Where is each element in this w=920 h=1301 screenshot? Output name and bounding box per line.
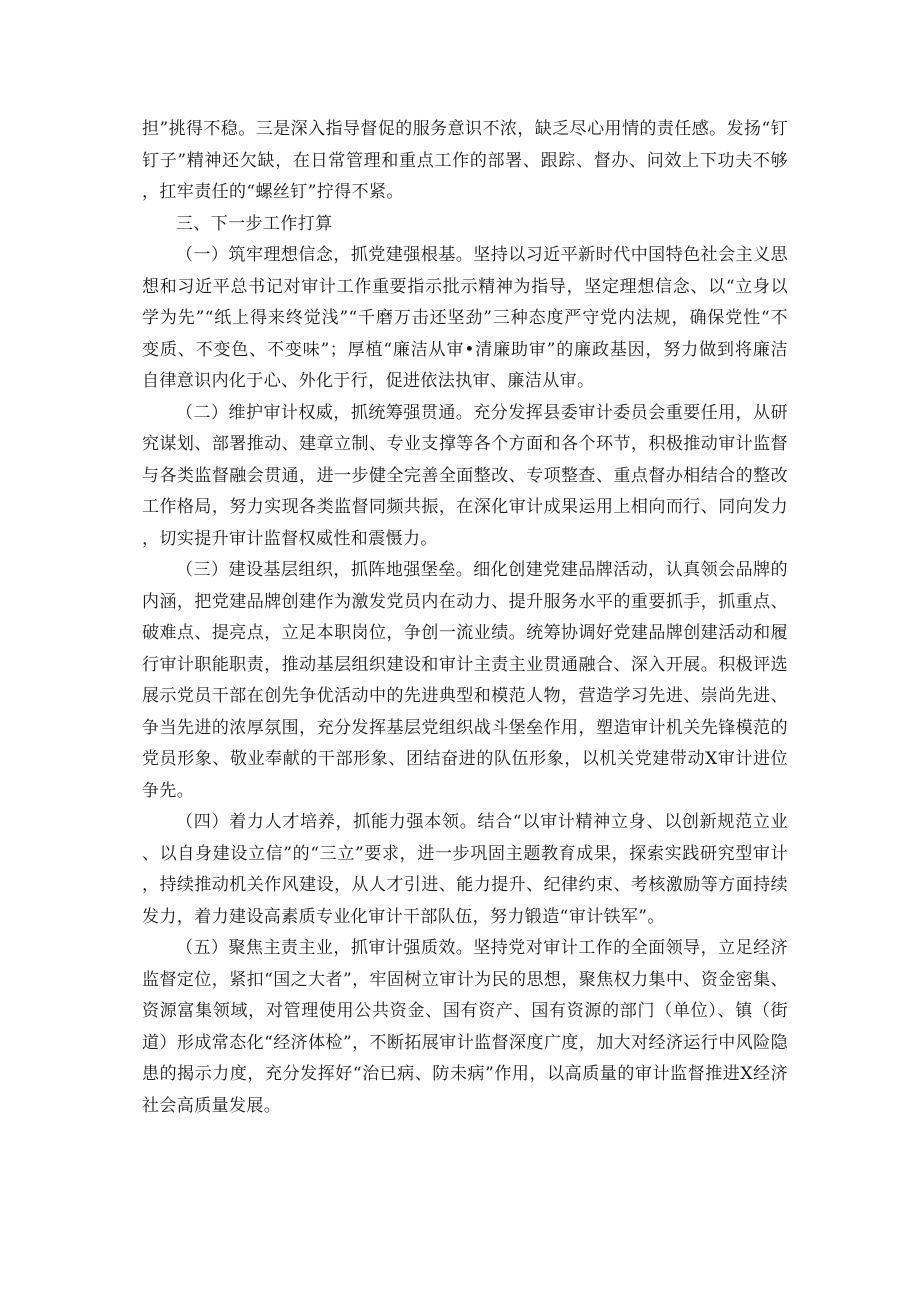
- paragraph-5: （五）聚焦主责主业，抓审计强质效。坚持党对审计工作的全面领导，立足经济监督定位，紧扣“国之大者”，牢固树立审计为民的思想，聚焦权力集中、资金密集、资源富集领域，对管理使用公共资金、国有资产、国有资源的部门（单位）、镇（街道）形成常态化“经济体检”，不断拓展审计监督深度广度，加大对经济运行中风险隐患的揭示力度，充分发挥好“治已病、防未病”作用，以高质量的审计监督推进X经济社会高质量发展。: [142, 938, 788, 1116]
- paragraph-3: （三）建设基层组织，抓阵地强堡垒。细化创建党建品牌活动，认真领会品牌的内涵，把党建品牌创建作为激发党员内在动力、提升服务水平的重要抓手，抓重点、破难点、提亮点，立足本职岗位，争创一流业绩。统筹协调好党建品牌创建活动和履行审计职能职责，推动基层组织建设和审计主责主业贯通融合、深入开展。积极评选展示党员干部在创先争优活动中的先进典型和模范人物，营造学习先进、崇尚先进、争当先进的浓厚氛围，充分发挥基层党组织战斗堡垒作用，塑造审计机关先锋模范的党员形象、敬业奉献的干部形象、团结奋进的队伍形象，以机关党建带动X审计进位争先。: [142, 560, 788, 801]
- paragraph-4: （四）着力人才培养，抓能力强本领。结合“以审计精神立身、以创新规范立业、以自身建设立信”的“三立”要求，进一步巩固主题教育成果，探索实践研究型审计，持续推动机关作风建设，从人才引进、能力提升、纪律约束、考核激励等方面持续发力，着力建设高素质专业化审计干部队伍，努力锻造“审计铁军”。: [142, 812, 788, 927]
- intro-paragraph: 担”挑得不稳。三是深入指导督促的服务意识不浓，缺乏尽心用情的责任感。发扬“钉钉子”精神还欠缺，在日常管理和重点工作的部署、跟踪、督办、问效上下功夫不够，扛牢责任的“螺丝钉”拧得不紧。: [142, 119, 788, 202]
- paragraph-1: （一）筑牢理想信念，抓党建强根基。坚持以习近平新时代中国特色社会主义思想和习近平总书记对审计工作重要指示批示精神为指导，坚定理想信念、以“立身以学为先”“纸上得来终觉浅”“千磨万击还坚劲”三种态度严守党内法规，确保党性“不变质、不变色、不变味”；厚植“廉洁从审•清廉助审”的廉政基因，努力做到将廉洁自律意识内化于心、外化于行，促进依法执审、廉洁从审。: [142, 245, 788, 391]
- paragraph-2: （二）维护审计权威，抓统筹强贯通。充分发挥县委审计委员会重要任用，从研究谋划、部署推动、建章立制、专业支撑等各个方面和各个环节，积极推动审计监督与各类监督融会贯通，进一步健全完善全面整改、专项整查、重点督办相结合的整改工作格局，努力实现各类监督同频共振，在深化审计成果运用上相向而行、同向发力，切实提升审计监督权威性和震慑力。: [142, 402, 788, 549]
- section-heading: 三、下一步工作打算: [176, 213, 333, 234]
- document-page: [142, 114, 788, 1122]
